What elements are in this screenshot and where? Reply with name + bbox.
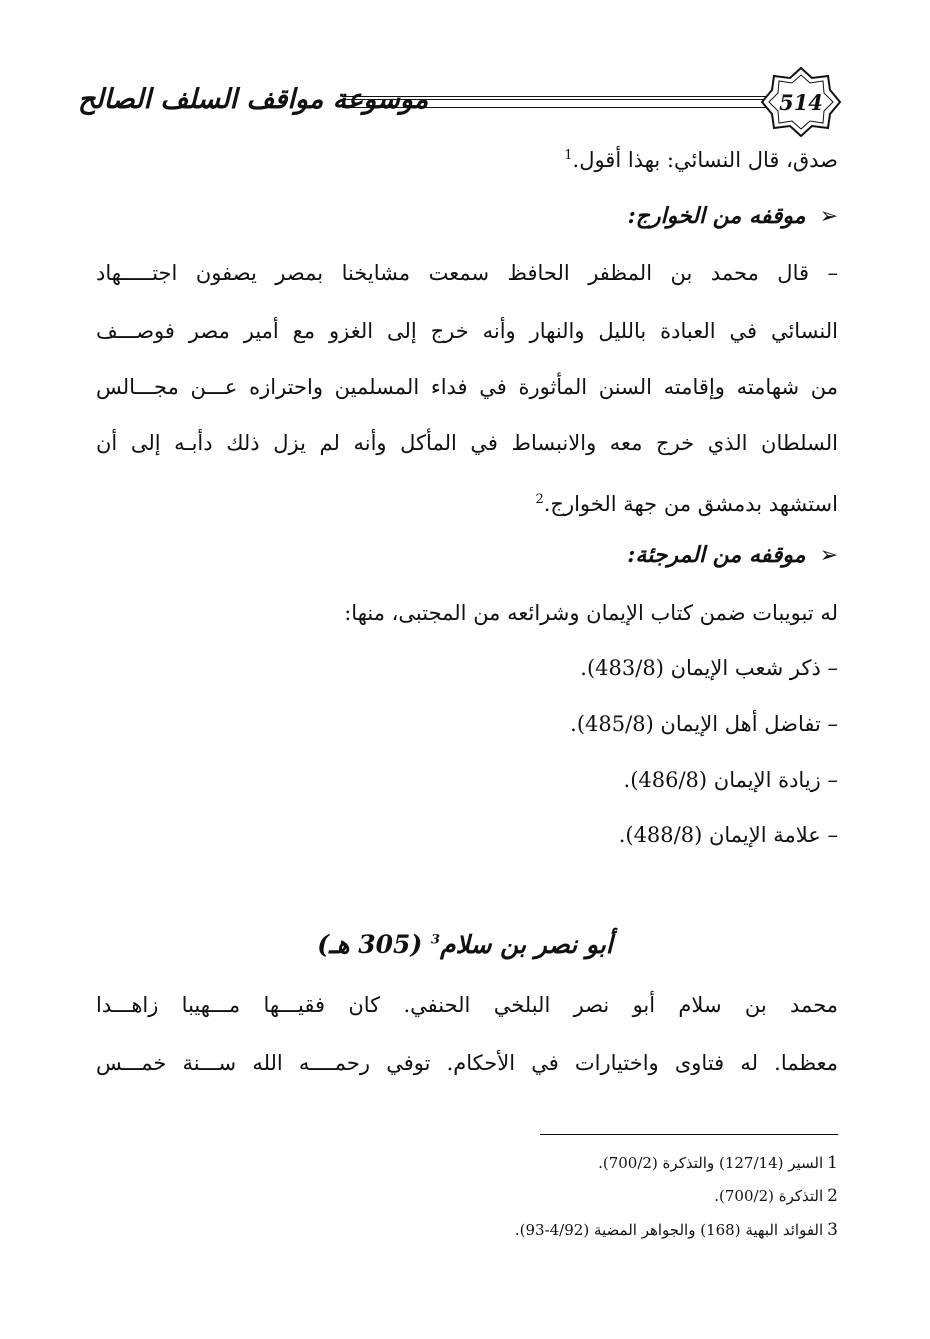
arrow-bullet-icon: ➢ [819,204,838,229]
list-item: – ذكر شعب الإيمان (483/8). [580,656,838,680]
opening-line-text: صدق، قال النسائي: بهذا أقول. [572,148,838,172]
section-heading-khawarij [96,203,838,229]
arrow-bullet-icon: ➢ [819,543,838,568]
intro-line: له تبويبات ضمن كتاب الإيمان وشرائعه من المجتبى، منها: [344,601,838,625]
footnote-number: 1 [827,1153,838,1173]
footnote-ref-2: 2 [535,492,544,507]
opening-line [96,143,838,173]
section-heading-khawarij-text: موقفه من الخوارج: [627,203,806,229]
biography-title-year: (305 هـ) [317,930,423,959]
footnote-text: التذكرة (700/2). [714,1187,824,1205]
footnote-item [138,1186,838,1206]
book-title: موسوعة مواقف السلف الصالح [78,84,429,115]
list-item: – علامة الإيمان (488/8). [618,823,838,847]
paragraph-last-line [96,487,838,517]
footnote-text: الفوائد البهية (168) والجواهر المضية (4/92-93). [514,1221,824,1239]
footnote-number: 2 [827,1186,838,1206]
footnote-ref-3: 3 [431,932,441,948]
page-number-badge [760,66,842,138]
footnote-text: السير (127/14) والتذكرة (700/2). [598,1154,824,1172]
section-heading-murjia-text: موقفه من المرجئة: [627,542,806,568]
footnote-number: 3 [827,1220,838,1240]
biography-title [0,930,930,959]
paragraph-line: من شهامته وإقامته السنن المأثورة في فداء المسلمين واحترازه عـــن مجـــالس [96,375,838,399]
biography-line: محمد بن سلام أبو نصر البلخي الحنفي. كان فقيـــها مـــهيبا زاهـــدا [96,993,838,1017]
footnote-ref-1: 1 [564,148,573,163]
paragraph-last-line-text: استشهد بدمشق من جهة الخوارج. [543,492,838,516]
footnote-item [138,1153,838,1173]
paragraph-line: السلطان الذي خرج معه والانبساط في المأكل وأنه لم يزل ذلك دأبـه إلى أن [96,431,838,455]
paragraph-line: – قال محمد بن المظفر الحافظ سمعت مشايخنا بمصر يصفون اجتـــــهاد [96,261,838,285]
page-header [70,60,860,140]
page-number: 514 [779,90,823,115]
header-divider-thin [342,107,790,108]
paragraph-line: النسائي في العبادة بالليل والنهار وأنه خرج إلى الغزو مع أمير مصر فوصـــف [96,319,838,343]
footnote-item [138,1220,838,1240]
list-item: – تفاضل أهل الإيمان (485/8). [570,712,838,736]
footnote-divider [540,1134,838,1135]
section-heading-murjia [96,542,838,568]
biography-title-name: أبو نصر بن سلام [440,930,613,959]
list-item: – زيادة الإيمان (486/8). [623,768,838,792]
header-divider [342,96,790,100]
biography-line: معظما. له فتاوى واختيارات في الأحكام. توفي رحمــــه الله ســـنة خمـــس [96,1051,838,1075]
